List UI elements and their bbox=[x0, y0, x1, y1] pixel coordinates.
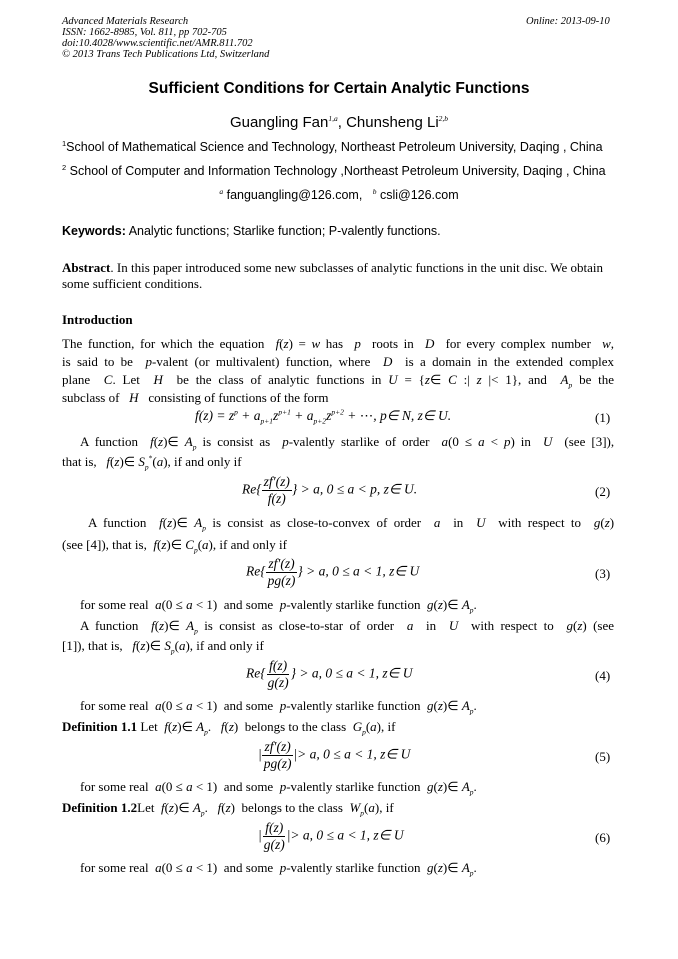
equation-1: $f(z) = z^p + a_{p+1}z^{p+1} + a_{p+2}z^{p+2}$ + ⋯, p∈ N, z∈ U. bbox=[195, 407, 452, 426]
definition-1-2: Definition 1.2Let f(z)∈ $A_p$. f(z) belongs to the class $W_p(a)$, if bbox=[62, 800, 394, 818]
forsome-line-3: for some real a(0 ≤ a < 1) and some p-valently starlike function g(z)∈ $A_p$. bbox=[80, 779, 477, 797]
issn-line: ISSN: 1662-8985, Vol. 811, pp 702-705 bbox=[62, 27, 227, 38]
doi-line: doi:10.4028/www.scientific.net/AMR.811.702 bbox=[62, 38, 253, 49]
definition-1-1-label: Definition 1.1 bbox=[62, 719, 138, 734]
intro-heading: Introduction bbox=[62, 312, 133, 327]
author-1: Guangling Fan bbox=[229, 114, 329, 131]
forsome-line-1: for some real a(0 ≤ a < 1) and some p-valently starlike function g(z)∈ $A_p$. bbox=[80, 597, 477, 615]
p1-line-3: plane C. Let H be the class of analytic functions in U = {z∈ C :| z |< 1}, and $A_p$ be the bbox=[62, 372, 615, 390]
keywords bbox=[62, 224, 441, 238]
abstract-label: Abstract bbox=[62, 260, 111, 275]
eq-number-6: (6) bbox=[595, 830, 611, 845]
equation-6: | $\frac{f(z)}{g(z)}$ |> a, 0 ≤ a < 1, z∈ U bbox=[258, 820, 404, 852]
affiliation-1-text: School of Mathematical Science and Technology, Northeast Petroleum University, Daqing , China bbox=[66, 140, 603, 154]
equation-3: Re{ $\frac{zf'(z)}{pg(z)}$ } > a, 0 ≤ a < 1, z∈ U bbox=[246, 556, 420, 588]
forsome-line-4: for some real a(0 ≤ a < 1) and some p-valently starlike function g(z)∈ $A_p$. bbox=[80, 860, 477, 878]
affiliation-2-text: School of Computer and Information Technology ,Northeast Petroleum University, Daqing , China bbox=[69, 164, 606, 178]
p1-line-2: is said to be p-valent (or multivalent) function, where D is a domain in the extended complex bbox=[62, 354, 615, 369]
author-1-sup: 1,a bbox=[328, 114, 338, 123]
affiliation-2-sup: 2 bbox=[62, 162, 67, 172]
p4-line-1: A function f(z)∈ $A_p$ is consist as close-to-star of order a in U with respect to g(z) (see bbox=[80, 618, 614, 636]
author-2-sup: 2,b bbox=[438, 114, 449, 123]
abstract bbox=[62, 260, 614, 292]
journal-name: Advanced Materials Research bbox=[62, 16, 189, 27]
eq-number-1: (1) bbox=[595, 410, 611, 425]
equation-4: Re{ $\frac{f(z)}{g(z)}$ } > a, 0 ≤ a < 1, z∈ U bbox=[246, 658, 413, 690]
keywords-text: Analytic functions; Starlike function; P-valently functions. bbox=[125, 224, 441, 238]
online-date: Online: 2013-09-10 bbox=[526, 16, 610, 27]
p3-line-1: A function f(z)∈ $A_p$ is consist as close-to-convex of order a in U with respect to g(z) bbox=[88, 515, 615, 533]
definition-1-1: Definition 1.1 Let f(z)∈ $A_p$. f(z) belongs to the class $G_p(a)$, if bbox=[62, 719, 396, 737]
copyright-line: © 2013 Trans Tech Publications Ltd, Switzerland bbox=[62, 49, 270, 60]
p3-line-2: (see [4]), that is, f(z)∈ $C_p(a)$, if and only if bbox=[62, 537, 287, 555]
equation-5: | $\frac{zf'(z)}{pg(z)}$ |> a, 0 ≤ a < 1, z∈ U bbox=[258, 739, 411, 771]
p1-line-4: subclass of H consisting of functions of the form bbox=[62, 390, 329, 405]
emails bbox=[0, 188, 678, 202]
abstract-text: . In this paper introduced some new subclasses of analytic functions in the unit disc. We obtain some sufficient conditions. bbox=[62, 260, 603, 291]
paper-title: Sufficient Conditions for Certain Analytic Functions bbox=[148, 80, 530, 97]
author-2: Chunsheng Li bbox=[346, 114, 439, 131]
eq-number-5: (5) bbox=[595, 749, 611, 764]
email-b[interactable]: csli@126.com bbox=[379, 188, 459, 202]
eq-number-3: (3) bbox=[595, 566, 611, 581]
p2-line-1: A function f(z)∈ $A_p$ is consist as p-valently starlike of order a(0 ≤ a < p) in U (see [3]), bbox=[80, 434, 615, 452]
forsome-line-2: for some real a(0 ≤ a < 1) and some p-valently starlike function g(z)∈ $A_p$. bbox=[80, 698, 477, 716]
affiliation-2 bbox=[62, 164, 606, 178]
p2-line-2: that is, f(z)∈ $S_p^*(a)$, if and only if bbox=[62, 453, 242, 472]
email-a-sup: a bbox=[219, 186, 224, 196]
affiliation-1-sup: 1 bbox=[62, 138, 67, 148]
eq-number-2: (2) bbox=[595, 484, 611, 499]
p4-line-2: [1]), that is, f(z)∈ $S_p(a)$, if and only if bbox=[62, 638, 264, 656]
author-sep: , bbox=[337, 114, 347, 131]
affiliation-1 bbox=[62, 140, 603, 154]
keywords-label: Keywords: bbox=[62, 224, 126, 238]
email-a[interactable]: fanguangling@126.com, bbox=[226, 188, 363, 202]
eq-number-4: (4) bbox=[595, 668, 611, 683]
equation-2: Re{ $\frac{zf'(z)}{f(z)}$ } > a, 0 ≤ a < p, z∈ U. bbox=[242, 474, 418, 506]
authors bbox=[0, 114, 678, 131]
definition-1-2-label: Definition 1.2 bbox=[62, 800, 138, 815]
p1-line-1: The function, for which the equation f(z) = w has p roots in D for every complex number w, bbox=[62, 336, 615, 351]
email-b-sup: b bbox=[372, 186, 377, 196]
